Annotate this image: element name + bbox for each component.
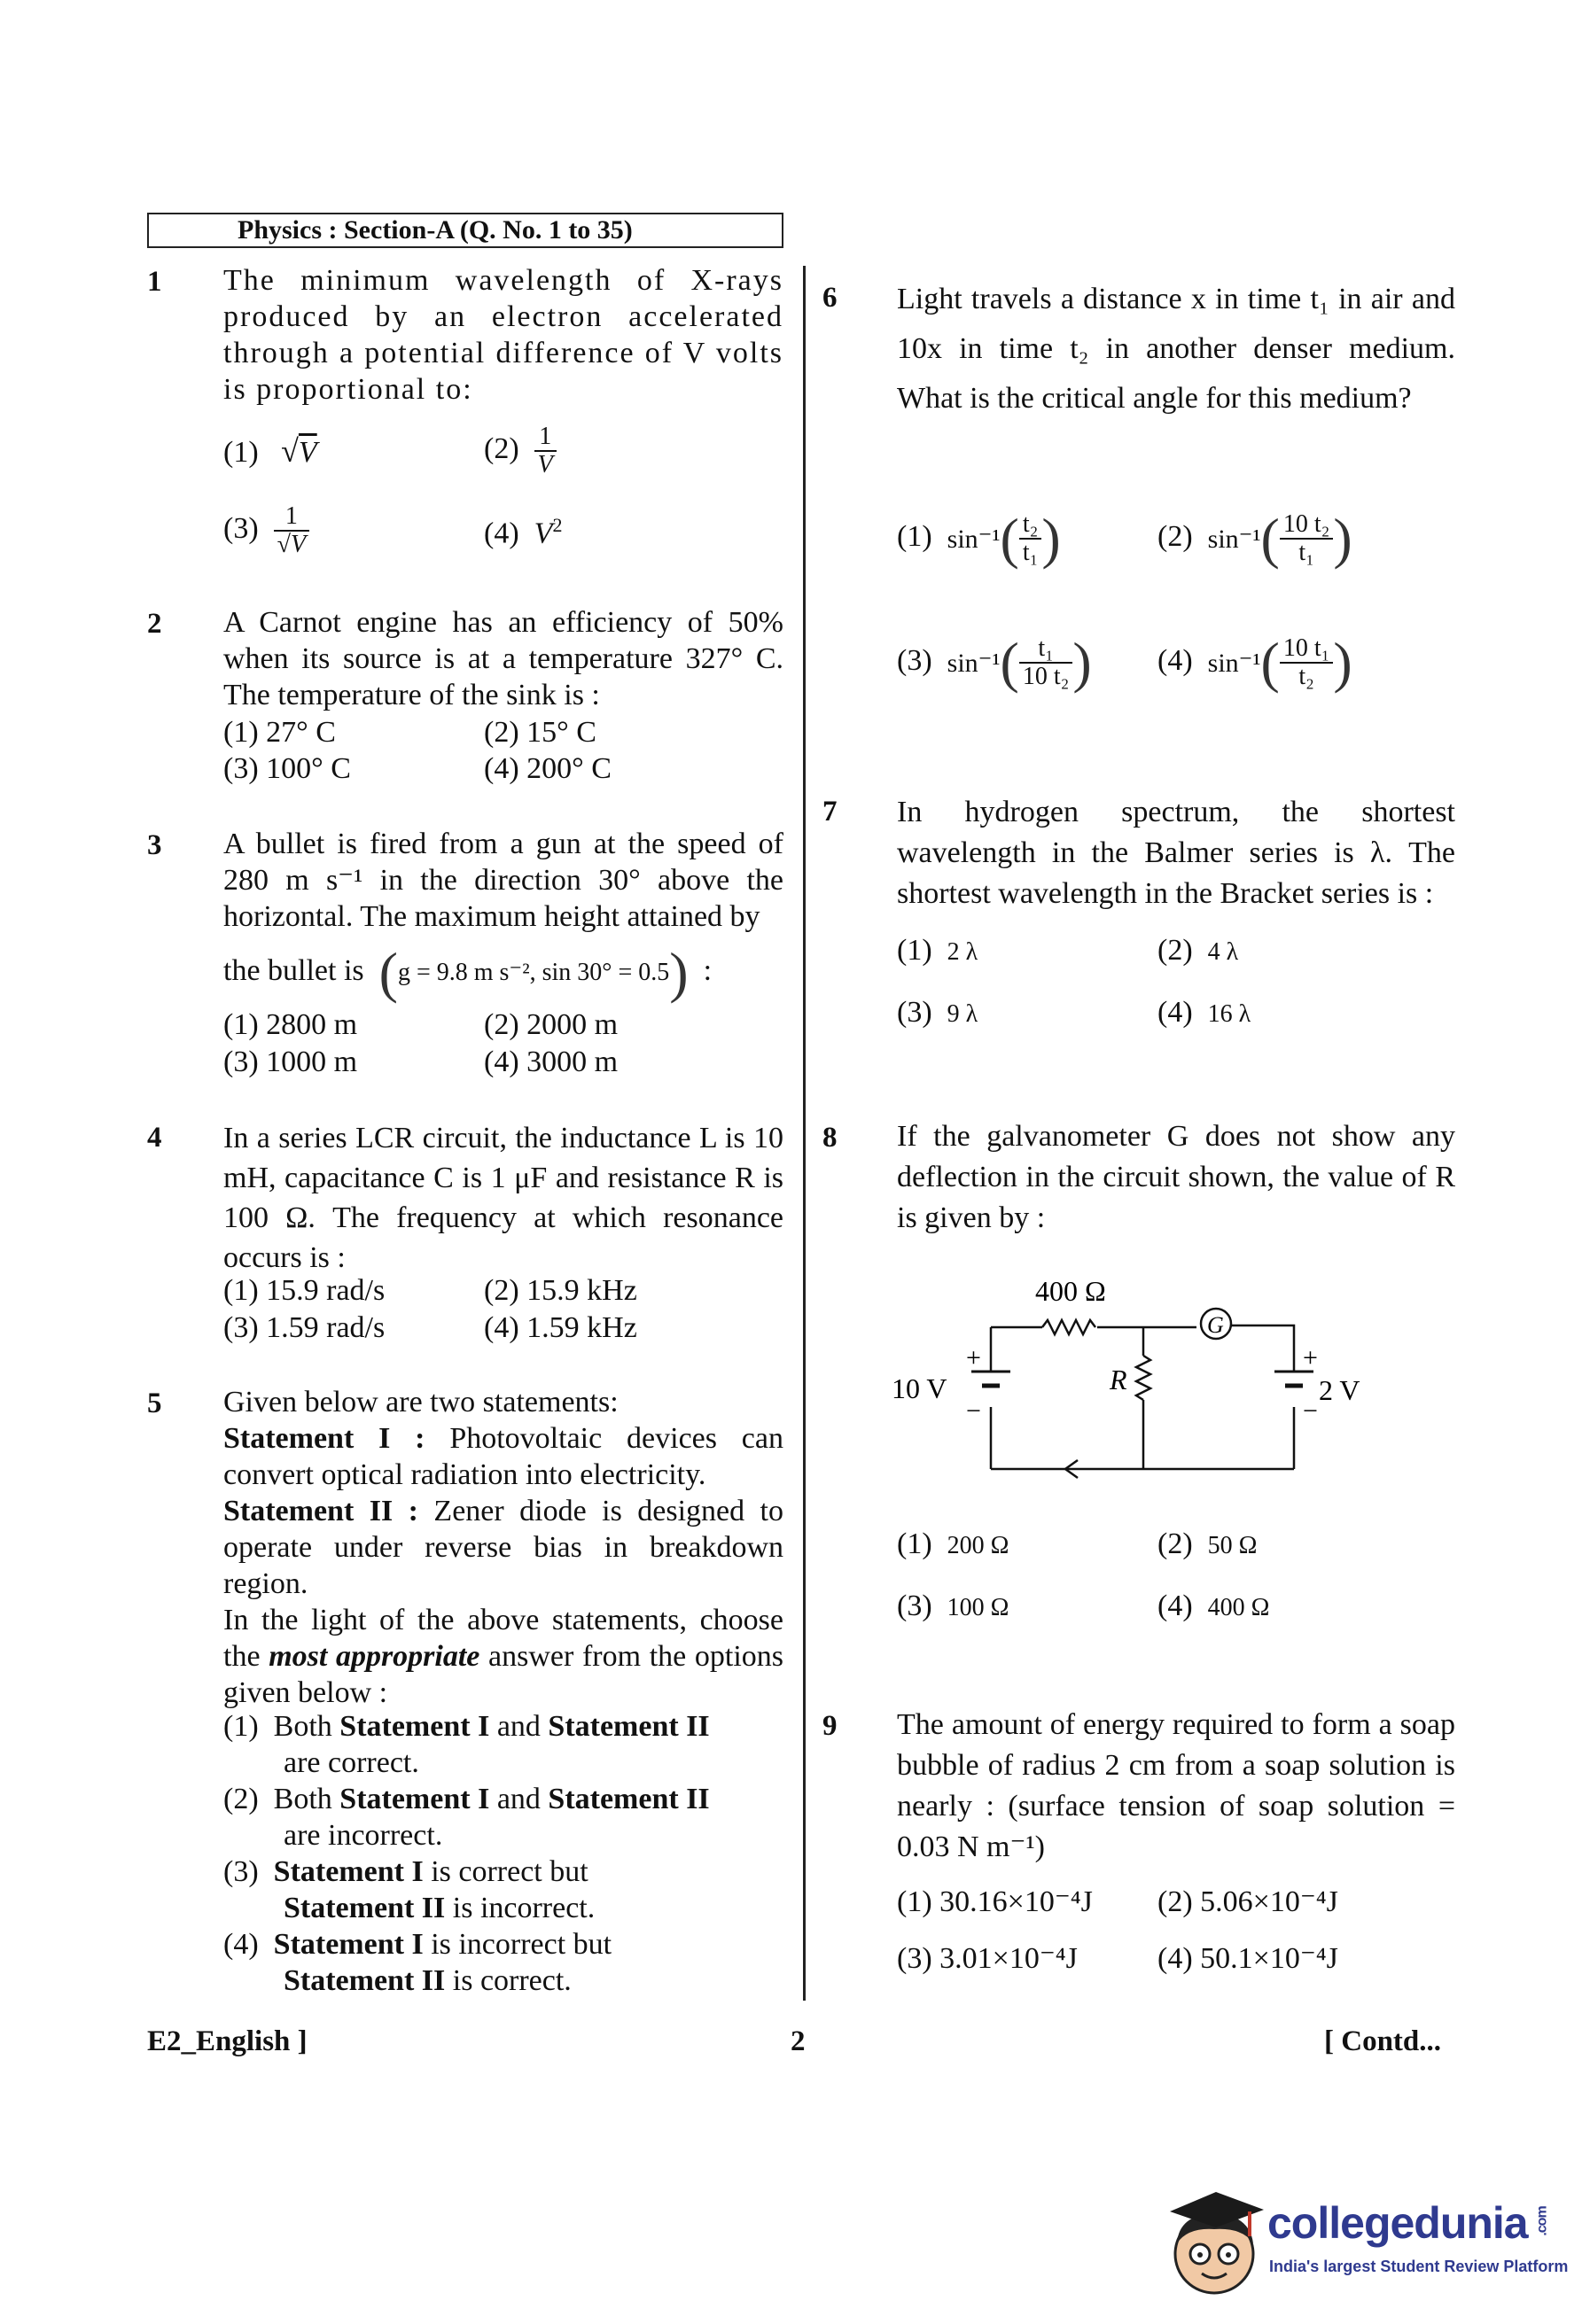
option-1: (1) 2800 m [223,1008,358,1041]
option-1: (1) √V [223,433,317,469]
mascot-logo-icon [1161,2172,1276,2305]
option-4: (4) 3000 m [484,1045,619,1078]
question-number: 9 [822,1710,838,1742]
minus-sign: − [1303,1396,1318,1426]
page-number: 2 [791,2025,806,2057]
footer-left: E2_English ] [147,2025,308,2057]
question-text: If the galvanometer G does not show any deflection in the circuit shown, the value of R is given by : [897,1120,1455,1234]
option-1: (1) 30.16×10⁻⁴J [897,1885,1093,1918]
question-text: Given below are two statements: Statement I : Photovoltaic devices can convert optical radiation into electricity. Statement II : Zener diode is designed to operate under reverse bias in breakdown region. In the light of the above statements, choose the most appropriate answer from the options given below : [223,1386,784,1709]
question-number: 5 [147,1387,162,1419]
option-2: (2) sin⁻¹( $\frac{\text{10 t₂}}{\text{t₁}}$ ) [1157,507,1352,570]
brand-name: collegedunia [1267,2198,1528,2248]
option-2: (2) 15.9 kHz [484,1274,637,1307]
question-text: The amount of energy required to form a soap bubble of radius 2 cm from a soap solution is nearly : (surface tension of soap solution = 0.03 N m⁻¹) [897,1708,1455,1863]
plus-sign: + [966,1343,981,1372]
option-3: (3) Statement I is correct but Statement II is incorrect. [223,1855,596,1924]
section-title: Physics : Section-A (Q. No. 1 to 35) [147,213,783,248]
question-number: 8 [822,1122,838,1154]
resistor-400-icon [1042,1320,1095,1334]
option-1: (1) 27° C [223,716,336,749]
option-2: (2) 2000 m [484,1008,619,1041]
option-4: (4) 200° C [484,752,612,785]
option-4: (4) 50.1×10⁻⁴J [1157,1942,1338,1975]
option-1: (1) 15.9 rad/s [223,1274,386,1307]
brand-tagline: India's largest Student Review Platform [1269,2258,1569,2275]
question-text: The minimum wavelength of X-rays produced by an electron accelerated through a potential difference of V volts is proportional to: [223,264,783,406]
option-3: (3) $\frac{1}{√V}$ [223,503,309,558]
galvanometer-label: G [1207,1312,1224,1338]
resistor-r-icon [1136,1356,1150,1400]
question-text: In hydrogen spectrum, the shortest wavelength in the Balmer series is λ. The shortest wavelength in the Bracket series is : [897,796,1455,910]
question-number: 4 [147,1122,162,1154]
battery-2v-label: 2 V [1319,1374,1360,1406]
option-4: (4) sin⁻¹( $\frac{\text{10 t₁}}{\text{t₂}}$ ) [1157,631,1352,694]
option-4: (4) 1.59 kHz [484,1311,637,1344]
option-2: (2) $\frac{1}{V}$ [484,424,557,478]
question-number: 3 [147,829,162,861]
question-number: 1 [147,266,162,298]
question-condition: the bullet is (g = 9.8 m s⁻², sin 30° = 0.5) : [223,941,713,1004]
question-text: Light travels a distance x in time t₁ in air and 10x in time t₂ in another denser medium. What is the critical angle for this medium? [897,283,1455,415]
wire [1231,1325,1294,1372]
resistor-400-label: 400 Ω [1035,1275,1106,1307]
option-3: (3) 1000 m [223,1045,358,1078]
question-text: In a series LCR circuit, the inductance L is 10 mH, capacitance C is 1 μF and resistance R is 100 Ω. The frequency at which resonance occurs is : [223,1122,783,1274]
battery-10v-label: 10 V [892,1372,947,1404]
option-2: (2) Both Statement I and Statement II are incorrect. [223,1783,710,1852]
question-number: 2 [147,608,162,640]
option-4: (4) 16 λ [1157,996,1251,1029]
option-3: (3) 100° C [223,752,351,785]
minus-sign: − [966,1396,981,1426]
option-2: (2) 4 λ [1157,934,1239,967]
option-4: (4) $V^2$ [484,514,563,550]
option-3: (3) 100 Ω [897,1589,1009,1622]
option-3: (3) 9 λ [897,996,978,1029]
brand-domain: .com [1534,2206,1550,2236]
column-divider [803,266,806,2001]
option-4: (4) 400 Ω [1157,1589,1270,1622]
option-1: (1) sin⁻¹( $\frac{\text{t₂}}{\text{t₁}}$ ) [897,507,1061,570]
option-2: (2) 15° C [484,716,596,749]
resistor-r-label: R [1110,1364,1127,1395]
watermark [1161,2172,1569,2314]
question-text: A bullet is fired from a gun at the speed of 280 m s⁻¹ in the direction 30° above the horizontal. The maximum height attained by [223,828,783,933]
option-1: (1) 200 Ω [897,1527,1009,1560]
option-4: (4) Statement I is incorrect but Statement II is correct. [223,1928,612,1997]
option-3: (3) sin⁻¹( $\frac{\text{t₁}}{\text{10 t₂}}$ ) [897,631,1092,694]
question-text: A Carnot engine has an efficiency of 50% when its source is at a temperature 327° C. The temperature of the sink is : [223,606,783,711]
circuit-diagram [886,1274,1418,1496]
option-2: (2) 50 Ω [1157,1527,1258,1560]
option-1: (1) 2 λ [897,934,978,967]
plus-sign: + [1303,1343,1318,1372]
footer-right: [ Contd... [1324,2025,1442,2057]
question-number: 6 [822,282,838,314]
option-3: (3) 1.59 rad/s [223,1311,386,1344]
option-3: (3) 3.01×10⁻⁴J [897,1942,1078,1975]
option-1: (1) Both Statement I and Statement II are correct. [223,1710,710,1779]
question-number: 7 [822,796,838,828]
option-2: (2) 5.06×10⁻⁴J [1157,1885,1338,1918]
